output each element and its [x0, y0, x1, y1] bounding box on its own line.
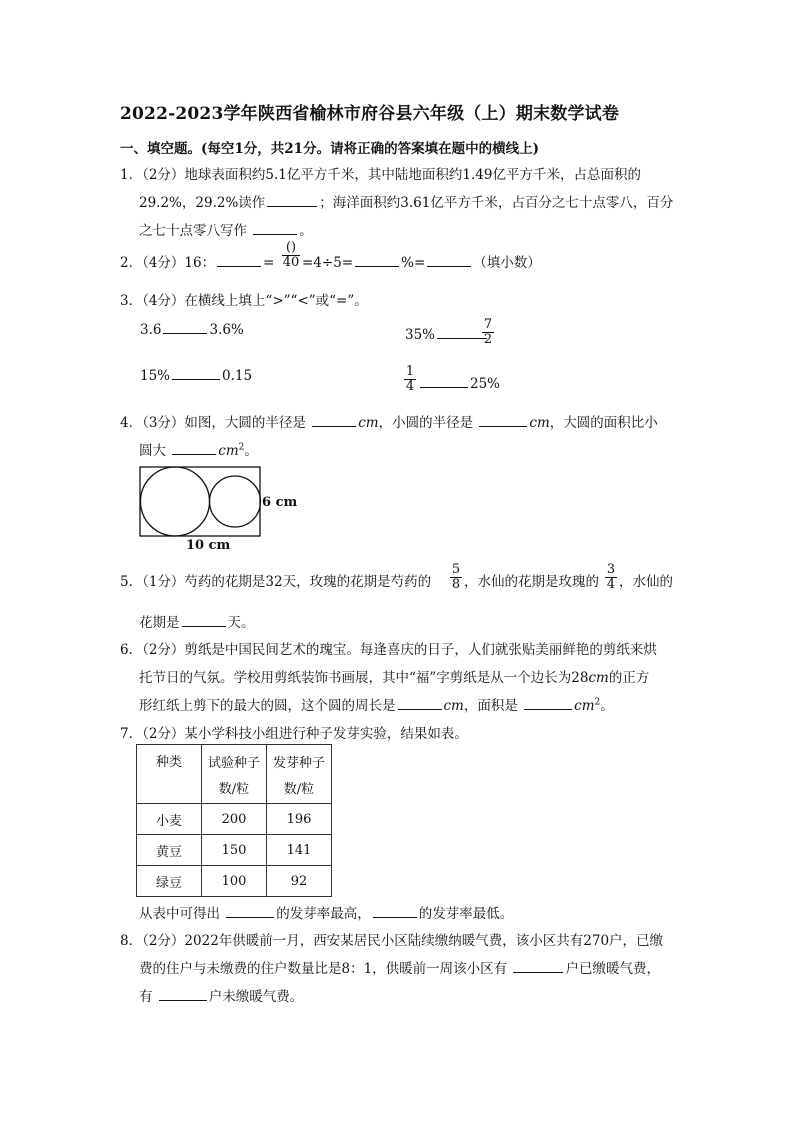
- q1-line-1: 1．（2分）地球表面积约5.1亿平方千米，其中陆地面积约1.49亿平方千米，占总面积的: [120, 167, 641, 183]
- q6-line-3: 形红纸上剪下的最大的圆，这个圆的周长是 cm，面积是 $cm^2$。: [139, 694, 614, 714]
- answer-blank[interactable]: [479, 412, 527, 427]
- q1-line-3: 之七十点零八写作 。: [139, 219, 313, 239]
- q3-compare-c: 15% 0.15: [140, 365, 252, 384]
- table-header-cell: 种类: [137, 745, 202, 804]
- answer-blank[interactable]: [267, 192, 317, 207]
- section-heading: 一、填空题。(每空1分，共21分。请将正确的答案填在题中的横线上): [120, 141, 539, 157]
- circles-in-rectangle-figure: [138, 464, 264, 538]
- answer-blank[interactable]: [253, 220, 297, 235]
- q8-line-2: 费的住户与未缴费的住户数量比是8：1，供暖前一周该小区有 户已缴暖气费，: [139, 957, 660, 977]
- table-cell: 200: [202, 804, 267, 835]
- answer-blank[interactable]: [217, 252, 261, 267]
- table-row: [137, 835, 332, 866]
- q3-compare-d: 25%: [418, 373, 500, 392]
- fraction-1-4: $\frac{1}{4}$: [405, 364, 415, 394]
- fraction-7-2: $\frac{7}{2}$: [483, 317, 493, 347]
- q8-line-1: 8．（2分）2022年供暖前一月，西安某居民小区陆续缴纳暖气费，该小区共有270户，已缴: [120, 933, 664, 949]
- answer-blank[interactable]: [427, 252, 471, 267]
- table-header-row: [137, 745, 332, 804]
- table-cell: 小麦: [137, 804, 202, 835]
- page-title: 2022-2023学年陕西省榆林市府谷县六年级（上）期末数学试卷: [120, 104, 620, 124]
- q8-line-3: 有 户未缴暖气费。: [139, 985, 303, 1005]
- fraction-5-8: $\frac{5}{8}$: [451, 562, 461, 592]
- figure-width-label: 10 cm: [186, 538, 231, 553]
- answer-blank[interactable]: [159, 986, 207, 1001]
- answer-blank[interactable]: [172, 440, 216, 455]
- q3-line-1: 3．（4分）在横线上填上“>”“<”或“=”。: [120, 293, 368, 309]
- q6-line-2: 托节日的气氛。学校用剪纸装饰书画展，其中“福”字剪纸是从一个边长为28cm的正方: [139, 670, 650, 686]
- table-cell: 绿豆: [137, 866, 202, 897]
- answer-blank[interactable]: [524, 695, 572, 710]
- q5-line-1a: 5．（1分）芍药的花期是32天，玫瑰的花期是芍药的: [120, 574, 432, 590]
- q2-line-b: =4÷5= %= （填小数）: [302, 251, 541, 271]
- q4-line-1: 4．（3分）如图，大圆的半径是 cm，小圆的半径是 cm，大圆的面积比小: [120, 411, 658, 431]
- q3-compare-a: 3.6 3.6%: [140, 319, 244, 338]
- table-cell: 黄豆: [137, 835, 202, 866]
- seed-germination-table: [136, 744, 332, 897]
- q5-line-1c: ，水仙的: [619, 574, 673, 590]
- q7-line-1: 7．（2分）某小学科技小组进行种子发芽实验，结果如表。: [120, 726, 468, 742]
- large-circle: [141, 467, 210, 536]
- table-cell: 150: [202, 835, 267, 866]
- answer-blank[interactable]: [513, 958, 563, 973]
- fraction-3-4: $\frac{3}{4}$: [606, 562, 616, 592]
- q4-line-2: 圆大 $cm^2$。: [139, 439, 258, 459]
- table-cell: 196: [267, 804, 332, 835]
- answer-blank[interactable]: [437, 324, 487, 339]
- q1-line-2: 29.2%，29.2%读作 ；海洋面积约3.61亿平方千米，占百分之七十点零八，百分: [139, 191, 673, 211]
- q6-line-1: 6．（2分）剪纸是中国民间艺术的瑰宝。每逢喜庆的日子，人们就张贴美丽鲜艳的剪纸来烘: [120, 642, 657, 658]
- answer-blank[interactable]: [355, 252, 399, 267]
- table-cell: 92: [267, 866, 332, 897]
- q5-line-1b: ，水仙的花期是玫瑰的: [464, 574, 599, 590]
- answer-blank[interactable]: [420, 373, 468, 388]
- answer-blank[interactable]: [182, 612, 226, 627]
- table-cell: 100: [202, 866, 267, 897]
- answer-blank[interactable]: [312, 412, 356, 427]
- answer-blank[interactable]: [226, 903, 274, 918]
- table-row: [137, 804, 332, 835]
- table-header-cell: 发芽种子 数/粒: [267, 745, 332, 804]
- q7-after-line: 从表中可得出 的发芽率最高， 的发芽率最低。: [139, 902, 513, 922]
- fraction-blank-over-40: () 40: [282, 240, 300, 270]
- q5-line-2: 花期是 天。: [139, 611, 255, 631]
- table-header-cell: 试验种子 数/粒: [202, 745, 267, 804]
- answer-blank[interactable]: [373, 903, 417, 918]
- small-circle: [210, 476, 261, 527]
- table-cell: 141: [267, 835, 332, 866]
- q3-compare-b: 35%: [405, 324, 489, 343]
- table-row: [137, 866, 332, 897]
- answer-blank[interactable]: [398, 695, 442, 710]
- q2-line-a: 2．（4分）16： =: [120, 251, 274, 271]
- figure-height-label: 6 cm: [262, 495, 298, 510]
- answer-blank[interactable]: [163, 319, 207, 334]
- answer-blank[interactable]: [172, 365, 220, 380]
